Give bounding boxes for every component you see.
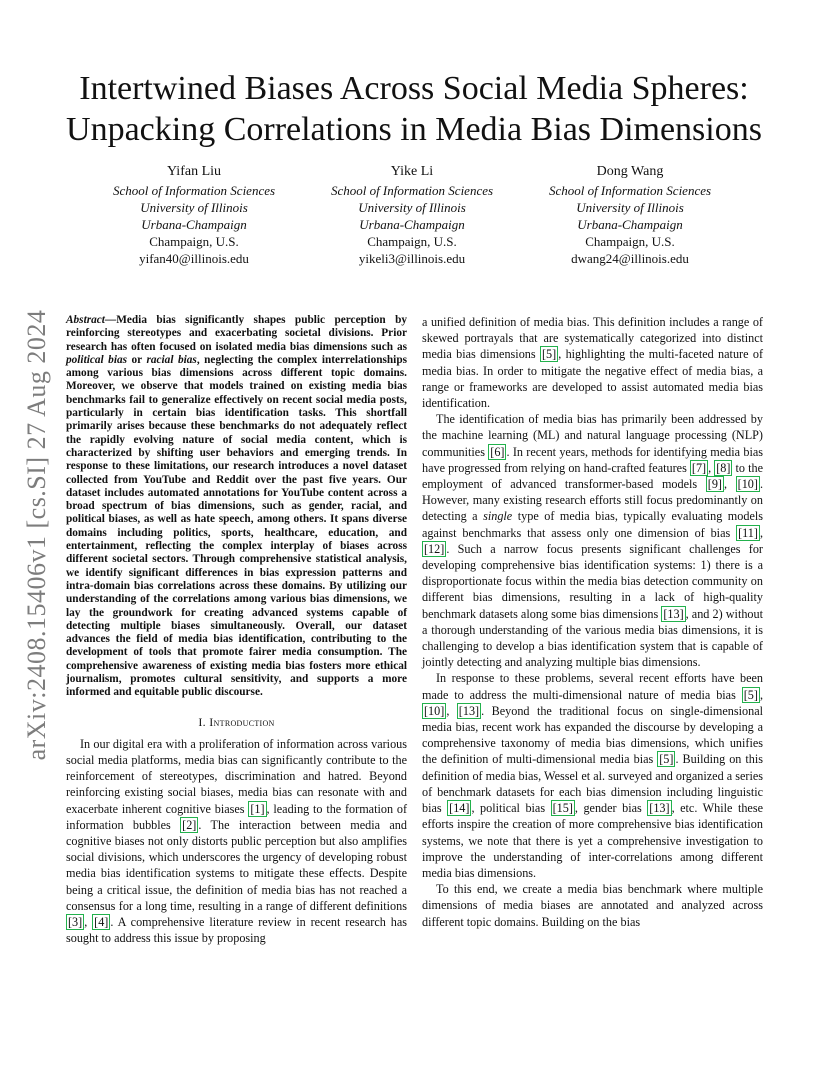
text: The identification of media bias has primarily been addressed by the machine learning (ML) and natural language processing (NLP) communities	[422, 412, 763, 459]
title-line-2: Unpacking Correlations in Media Bias Dimensions	[66, 111, 762, 148]
author-university: University of Illinois	[358, 200, 466, 215]
section-number: I.	[198, 714, 210, 729]
text: . The interaction between media and cognitive biases not only distorts public perception but also amplifies social divisions, which underscores the urgency of developing robust media bias identification systems to mitigate these effects. Despite being a critical issue, the definition of media bias has not reached a consensus for a long time, resulting in a range of different definitions	[66, 817, 407, 913]
author-city: Champaign, U.S.	[367, 234, 457, 249]
author-name: Dong Wang	[596, 164, 664, 179]
author-school: School of Information Sciences	[112, 183, 276, 198]
citation-link[interactable]: [14]	[449, 801, 470, 816]
text: , political bias	[471, 801, 551, 816]
text: ,	[759, 687, 763, 702]
citation-link[interactable]: [13]	[458, 703, 480, 718]
paragraph	[66, 736, 407, 947]
paragraph	[422, 881, 763, 930]
abstract-term: racial bias	[146, 353, 197, 366]
text: , highlighting the multi-faceted nature of media bias. In order to mitigate the negative effect of media bias, a range or frameworks are developed to assist automated media bias identification.	[422, 347, 763, 411]
text: . Building on this definition of media bias, Wessel et al. surveyed and organized a series of benchmark datasets for each bias dimension including linguistic bias	[422, 752, 763, 816]
left-column	[66, 314, 407, 946]
citation-link[interactable]: [5]	[659, 752, 674, 767]
text: In response to these problems, several recent efforts have been made to address the multi-dimensional nature of media bias	[422, 671, 763, 702]
paragraph	[422, 314, 763, 411]
text: . In recent years, methods for identifying media bias have progressed from relying on hand-crafted features	[422, 444, 763, 475]
text: , gender bias	[574, 801, 648, 816]
abstract-text: or	[127, 353, 147, 366]
citation-link[interactable]: [5]	[743, 687, 758, 702]
title-line-1: Intertwined Biases Across Social Media Spheres:	[79, 70, 749, 107]
section-heading	[66, 714, 407, 730]
text: . A comprehensive literature review in recent research has sought to address this issue by proposing	[66, 915, 407, 946]
citation-link[interactable]: [2]	[182, 817, 197, 832]
author-city: Champaign, U.S.	[149, 234, 239, 249]
citation-link[interactable]: [10]	[737, 477, 758, 492]
author-block-1	[84, 163, 304, 267]
citation-link[interactable]: [15]	[552, 801, 573, 816]
author-block-3	[520, 163, 740, 267]
text: To this end, we create a media bias benchmark where multiple dimensions of media biases are annotated and analyzed across different topic domains. Building on the bias	[422, 882, 763, 929]
text: ,	[708, 460, 715, 475]
text: ,	[723, 477, 736, 492]
text: , leading to the formation of information bubbles	[66, 801, 407, 832]
author-name: Yike Li	[390, 164, 434, 179]
paper-title	[0, 68, 828, 150]
author-university: University of Illinois	[576, 200, 684, 215]
emphasis: single	[483, 509, 513, 524]
text: ,	[446, 703, 457, 718]
right-column	[422, 314, 763, 930]
text: . Such a narrow focus presents significant challenges for developing comprehensive bias identification systems: 1) there is a disproportionate focus within the media bias detection community on different bias dimensions, resulting in a lack of high-quality benchmark datasets along some bias dimensions	[422, 541, 763, 621]
text: , and 2) without a thorough understanding of the various media bias dimensions, it is challenging to develop a bias identification system that is capable of jointly detecting and analyzing multiple bias dimensions.	[422, 606, 763, 670]
abstract	[66, 314, 407, 700]
text: ,	[84, 915, 93, 930]
citation-link[interactable]: [7]	[691, 460, 707, 475]
citation-link[interactable]: [3]	[68, 915, 83, 930]
section-title: Introduction	[209, 714, 275, 729]
text: . Beyond the traditional focus on single-dimensional media bias, recent work has expanded the discourse by developing a comprehensive taxonomy of media bias dimensions, which unifies the definition of multi-dimensional media bias	[422, 703, 763, 767]
citation-link[interactable]: [12]	[424, 541, 445, 556]
citation-link[interactable]: [5]	[541, 347, 557, 362]
author-university: University of Illinois	[140, 200, 248, 215]
author-email: dwang24@illinois.edu	[571, 251, 689, 266]
citation-link[interactable]: [1]	[250, 801, 265, 816]
citation-link[interactable]: [8]	[716, 460, 731, 475]
abstract-term: political bias	[66, 353, 127, 366]
citation-link[interactable]: [13]	[663, 606, 684, 621]
author-campus: Urbana-Champaign	[141, 217, 247, 232]
author-city: Champaign, U.S.	[585, 234, 675, 249]
arxiv-id: arXiv:2408.15406v1 [cs.SI] 27 Aug 2024	[22, 309, 51, 761]
author-email: yifan40@illinois.edu	[139, 251, 249, 266]
citation-link[interactable]: [4]	[94, 915, 109, 930]
abstract-text: —Media bias significantly shapes public perception by reinforcing stereotypes and exacerbating societal divisions. Prior research has often focused on isolated media bias dimensions such as	[66, 314, 407, 353]
text: , etc. While these efforts inspire the creation of more comprehensive bias identification systems, we note that there is yet a comprehensive investigation to improve the understanding of inter-correlations among different media bias dimensions.	[422, 801, 763, 880]
citation-link[interactable]: [9]	[707, 477, 722, 492]
author-school: School of Information Sciences	[548, 183, 712, 198]
text: to the employment of advanced transformer-based models	[422, 460, 763, 492]
text: type of media bias, typically evaluating models against benchmarks that assess only one dimension of bias	[422, 509, 763, 540]
author-name: Yifan Liu	[166, 164, 222, 179]
abstract-text: , neglecting the complex interrelationships among various bias dimensions across different topic domains. Moreover, we observe that models trained on existing media bias benchmarks fail to generalize effectively on recent social media posts, particularly in certain bias identification tasks. This shortfall primarily arises because these benchmarks do not adequately reflect the rapidly evolving nature of social media content, which is characterized by shifting user behaviors and emerging trends. In response to these limitations, our research introduces a novel dataset collected from YouTube and Reddit over the past five years. Our dataset includes automated annotations for YouTube content across a broad spectrum of bias dimensions, such as gender, racial, and political biases, as well as hate speech, among others. It spans diverse domains including politics, sports, healthcare, education, and entertainment, reflecting the complex interplay of biases across different societal sectors. Through comprehensive statistical analysis, we identify significant differences in bias expression patterns and intra-domain bias correlations across these domains. By utilizing our understanding of the correlations among various bias dimensions, we lay the groundwork for creating advanced systems capable of detecting multiple biases simultaneously. Overall, our dataset advances the field of media bias identification, contributing to the development of tools that promote fairer media consumption. The comprehensive awareness of existing media bias fosters more ethical journalism, promotes cultural sensitivity, and supports a more informed and equitable public discourse.	[66, 353, 407, 699]
text: In our digital era with a proliferation of information across various social media platforms, media bias can significantly contribute to the reinforcement of stereotypes, discrimination and hatred. Beyond reinforcing existing social biases, media bias can resonate with and exacerbate inherent cognitive biases	[66, 736, 407, 816]
author-school: School of Information Sciences	[330, 183, 494, 198]
author-email: yikeli3@illinois.edu	[358, 251, 466, 266]
citation-link[interactable]: [11]	[738, 525, 758, 540]
arxiv-stamp	[12, 300, 62, 770]
citation-link[interactable]: [6]	[490, 444, 505, 459]
text: . However, many existing research efforts still focus predominantly on detecting a	[422, 477, 763, 524]
paragraph	[422, 411, 763, 670]
paragraph	[422, 670, 763, 881]
author-block-2	[302, 163, 522, 267]
author-campus: Urbana-Champaign	[359, 217, 465, 232]
author-campus: Urbana-Champaign	[577, 217, 683, 232]
text: ,	[759, 525, 763, 540]
abstract-label: Abstract	[66, 314, 105, 326]
citation-link[interactable]: [10]	[424, 703, 445, 718]
text: a unified definition of media bias. This definition includes a range of skewed portrayals that are systematically categorized into distinct media bias dimensions	[422, 315, 763, 362]
citation-link[interactable]: [13]	[649, 801, 670, 816]
